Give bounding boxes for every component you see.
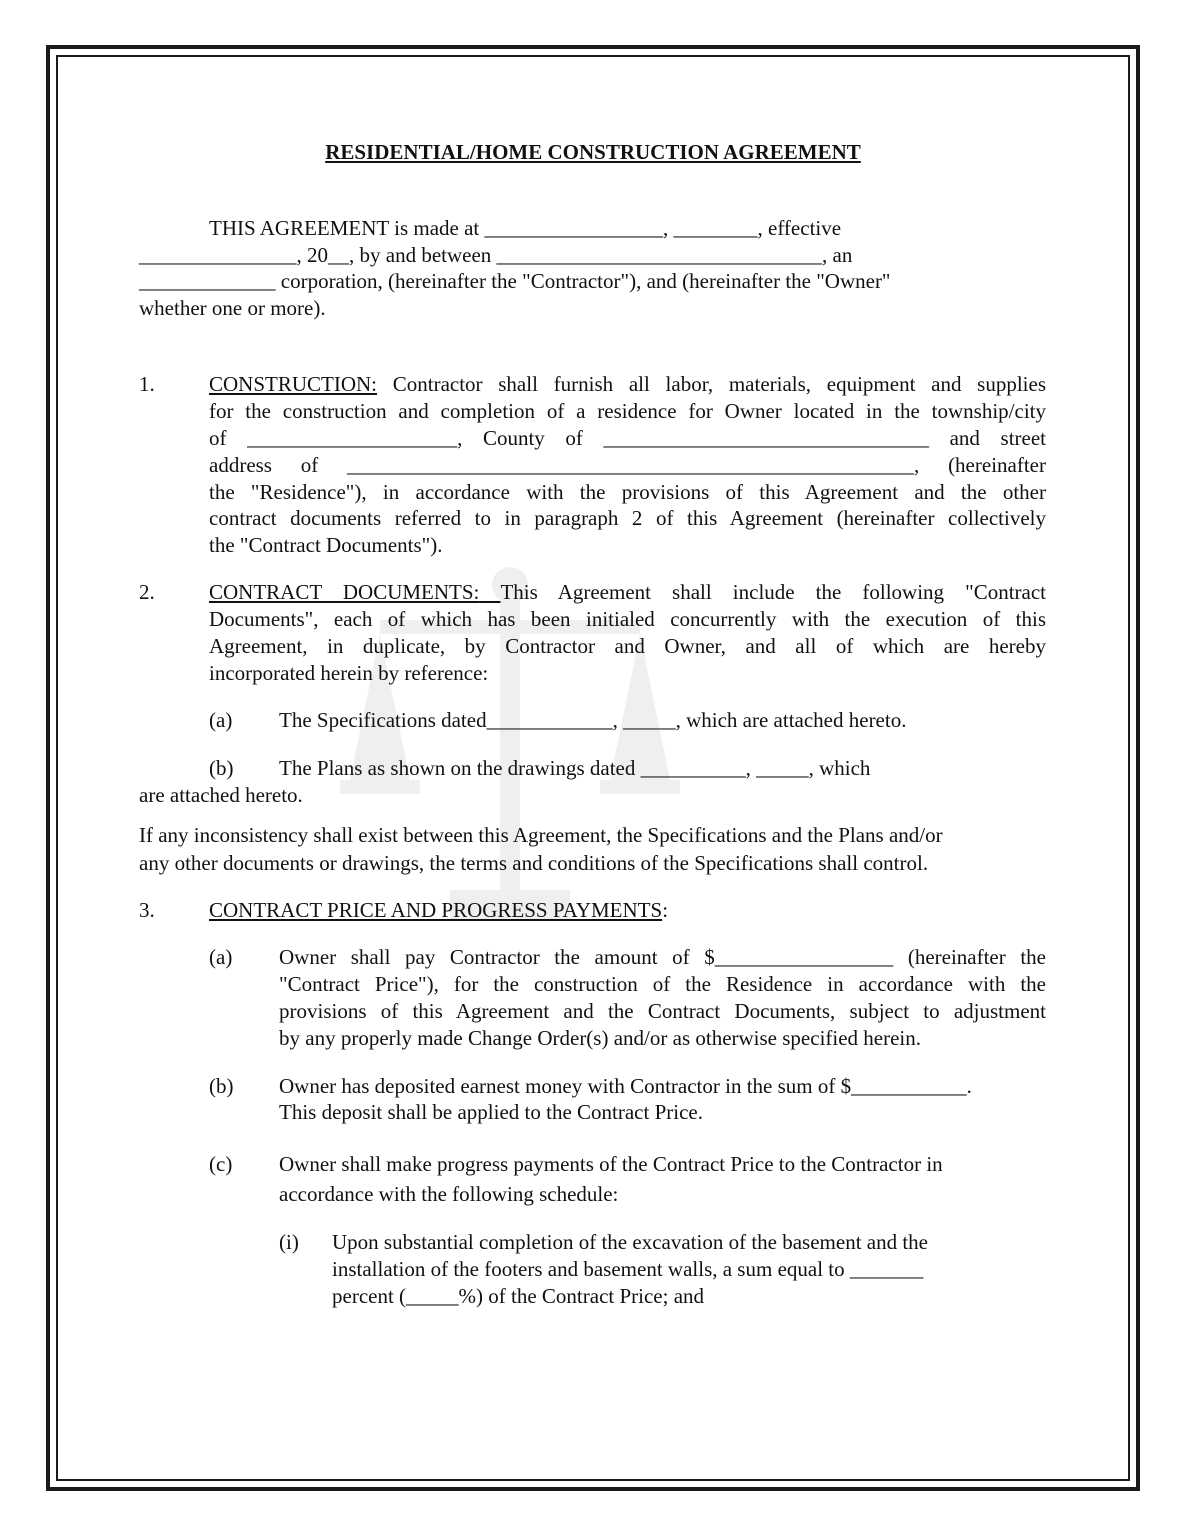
section-3-b-label: (b): [209, 1074, 234, 1098]
section-2-a-text: The Specifications dated____________, _____, which are attached hereto.: [279, 708, 907, 732]
section-2-number: 2.: [139, 580, 155, 604]
section-3-c-line-1: Owner shall make progress payments of the Contract Price to the Contractor in: [279, 1152, 943, 1176]
intro-line-1: THIS AGREEMENT is made at _________________, ________, effective: [209, 216, 842, 240]
section-3-heading-colon: :: [662, 898, 669, 922]
intro-line-3: _____________ corporation, (hereinafter the "Contractor"), and (hereinafter the "Owner": [139, 269, 891, 293]
section-1-line-5: the "Residence"), in accordance with the provisions of this Agreement and the other: [209, 480, 1046, 504]
section-3-c-i-line-2: installation of the footers and basement walls, a sum equal to _______: [332, 1257, 924, 1281]
section-2-line-1-text: This Agreement shall include the following "Contract: [500, 580, 1047, 604]
section-3-c-i-line-1: Upon substantial completion of the excavation of the basement and the: [332, 1230, 928, 1254]
document-title: RESIDENTIAL/HOME CONSTRUCTION AGREEMENT: [325, 140, 861, 164]
section-1-line-7: the "Contract Documents").: [209, 533, 443, 557]
inconsistency-line-2: any other documents or drawings, the terms and conditions of the Specifications shall control.: [139, 851, 929, 875]
section-2-b-label: (b): [209, 756, 234, 780]
section-1-line-1: [209, 371, 1046, 398]
section-1-line-6: contract documents referred to in paragraph 2 of this Agreement (hereinafter collectively: [209, 506, 1046, 530]
section-3-a-label: (a): [209, 945, 233, 969]
section-1-heading: CONSTRUCTION:: [209, 372, 378, 396]
section-3-a-line-3: provisions of this Agreement and the Contract Documents, subject to adjustment: [279, 999, 1046, 1023]
section-3-a-line-2: "Contract Price"), for the construction of the Residence in accordance with the: [279, 972, 1046, 996]
section-2-line-1: [209, 579, 1046, 606]
section-3-number: 3.: [139, 898, 155, 922]
intro-line-4: whether one or more).: [139, 296, 326, 320]
section-1-line-4: address of ______________________________________________________, (hereinafter: [209, 453, 1046, 477]
section-2-heading: [209, 580, 500, 604]
section-2-b-line-1: The Plans as shown on the drawings dated __________, _____, which: [279, 756, 871, 780]
section-3-c-i-line-3: percent (_____%) of the Contract Price; and: [332, 1284, 705, 1308]
section-3-b-line-2: This deposit shall be applied to the Contract Price.: [279, 1100, 703, 1124]
section-2-line-4: incorporated herein by reference:: [209, 661, 489, 685]
section-2-b-line-2: are attached hereto.: [139, 783, 303, 807]
section-2-line-3: Agreement, in duplicate, by Contractor and Owner, and all of which are hereby: [209, 634, 1046, 658]
section-3-heading: CONTRACT PRICE AND PROGRESS PAYMENTS: [209, 898, 663, 922]
section-3-b-line-1: Owner has deposited earnest money with Contractor in the sum of $___________.: [279, 1074, 972, 1098]
section-3-c-label: (c): [209, 1152, 233, 1176]
section-2-a-label: (a): [209, 708, 233, 732]
section-1-line-2: for the construction and completion of a residence for Owner located in the township/city: [209, 399, 1046, 423]
section-3-c-line-2: accordance with the following schedule:: [279, 1182, 619, 1206]
inconsistency-line-1: If any inconsistency shall exist between this Agreement, the Specifications and the Plans and/or: [139, 823, 943, 847]
section-2-heading-text: CONTRACT DOCUMENTS:: [209, 580, 480, 604]
section-1-line-1-text: Contractor shall furnish all labor, materials, equipment and supplies: [392, 372, 1046, 396]
section-3-c-i-label: (i): [279, 1230, 299, 1254]
section-2-line-2: Documents", each of which has been initialed concurrently with the execution of this: [209, 607, 1046, 631]
section-3-a-line-1: Owner shall pay Contractor the amount of $_________________ (hereinafter the: [279, 945, 1046, 969]
intro-line-2: _______________, 20__, by and between _______________________________, an: [139, 243, 853, 267]
section-1-line-3: of ____________________, County of _______________________________ and street: [209, 426, 1046, 450]
section-3-a-line-4: by any properly made Change Order(s) and/or as otherwise specified herein.: [279, 1026, 922, 1050]
section-3-heading-line: [209, 897, 668, 924]
section-1-number: 1.: [139, 372, 155, 396]
